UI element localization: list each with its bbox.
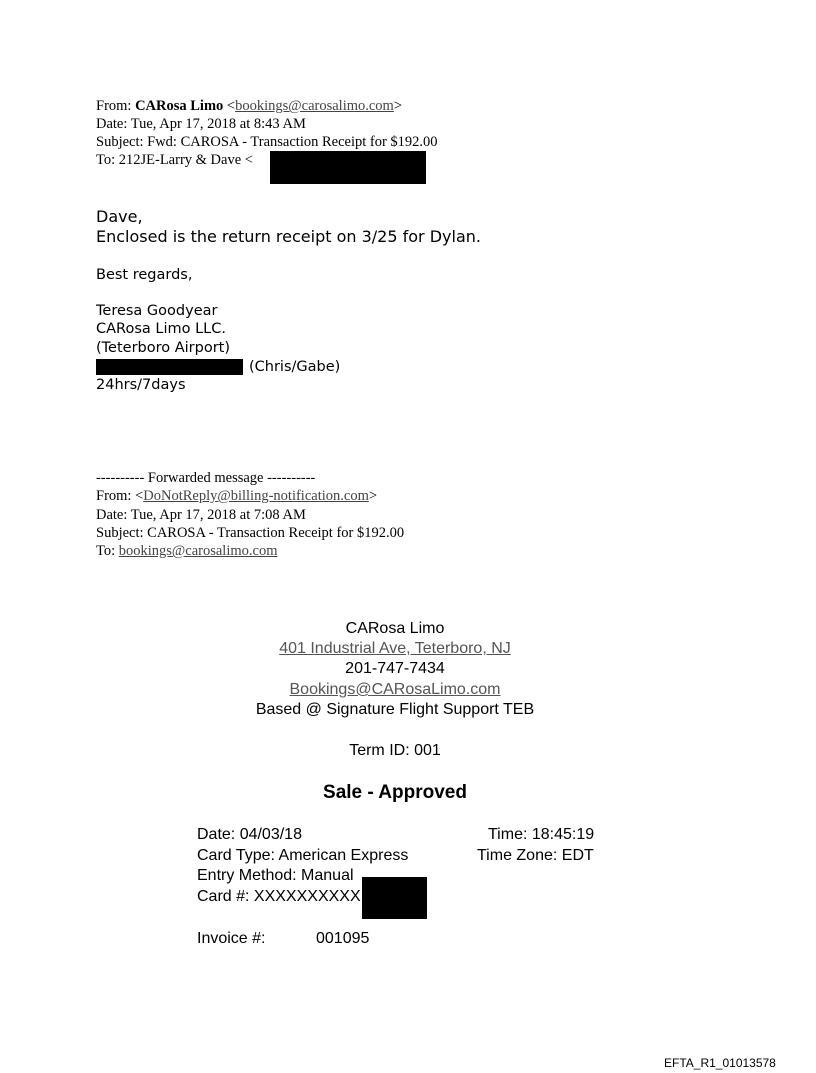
from-gt: >	[393, 98, 403, 114]
receipt-time: Time: 18:45:19	[488, 826, 595, 843]
receipt-time-zone: Time Zone: EDT	[477, 847, 594, 864]
redaction-box	[96, 359, 243, 375]
receipt-card-number: Card #: XXXXXXXXXX	[197, 888, 361, 905]
forwarded-from-label: From: <	[96, 488, 144, 504]
receipt-card-type: Card Type: American Express	[197, 847, 409, 864]
from-email-link[interactable]: bookings@carosalimo.com	[235, 98, 394, 114]
receipt-invoice-number: 001095	[316, 930, 370, 947]
receipt-address-container	[0, 639, 790, 659]
forwarded-to-label: To:	[96, 543, 116, 559]
from-name: CARosa Limo	[135, 98, 224, 114]
email-subject: Subject: Fwd: CAROSA - Transaction Receipt for $192.00	[96, 134, 438, 150]
receipt-company: CARosa Limo	[345, 620, 445, 637]
email-to: To: 212JE-Larry & Dave <	[96, 152, 253, 168]
receipt-email-link[interactable]: Bookings@CARosaLimo.com	[289, 681, 501, 698]
receipt-based: Based @ Signature Flight Support TEB	[255, 701, 535, 718]
from-label: From:	[96, 98, 132, 114]
redaction-box	[362, 877, 427, 919]
closing: Best regards,	[96, 267, 193, 283]
signature-hours: 24hrs/7days	[96, 377, 186, 393]
receipt-entry-method: Entry Method: Manual	[197, 867, 354, 884]
receipt-date: Date: 04/03/18	[197, 826, 302, 843]
greeting: Dave,	[96, 207, 143, 226]
receipt-address-link[interactable]: 401 Industrial Ave, Teterboro, NJ	[279, 640, 511, 657]
forwarded-separator: ---------- Forwarded message ----------	[96, 470, 316, 486]
receipt-phone: 201-747-7434	[345, 660, 445, 677]
signature-name: Teresa Goodyear	[96, 303, 218, 319]
receipt-term-id: Term ID: 001	[349, 742, 441, 759]
forwarded-subject: Subject: CAROSA - Transaction Receipt for $192.00	[96, 525, 405, 541]
email-date: Date: Tue, Apr 17, 2018 at 8:43 AM	[96, 116, 306, 132]
receipt-invoice-label: Invoice #:	[197, 930, 266, 947]
receipt-email-container	[0, 680, 790, 700]
signature-phone-note: (Chris/Gabe)	[249, 359, 341, 375]
forwarded-date: Date: Tue, Apr 17, 2018 at 7:08 AM	[96, 507, 306, 523]
forwarded-from-gt: >	[368, 488, 378, 504]
signature-company: CARosa Limo LLC.	[96, 321, 226, 337]
message-text: Enclosed is the return receipt on 3/25 for Dylan.	[96, 227, 481, 246]
forwarded-from-email-link[interactable]: DoNotReply@billing-notification.com	[143, 488, 369, 504]
forwarded-to-email-link[interactable]: bookings@carosalimo.com	[118, 543, 278, 559]
bates-number: EFTA_R1_01013578	[664, 1056, 776, 1070]
forwarded-from-line	[96, 487, 377, 505]
from-lt: <	[226, 98, 236, 114]
redaction-box	[270, 151, 426, 184]
forwarded-to-line	[96, 542, 277, 560]
signature-location: (Teterboro Airport)	[96, 340, 231, 356]
email-from-line	[96, 97, 402, 115]
receipt-status: Sale - Approved	[323, 782, 467, 803]
